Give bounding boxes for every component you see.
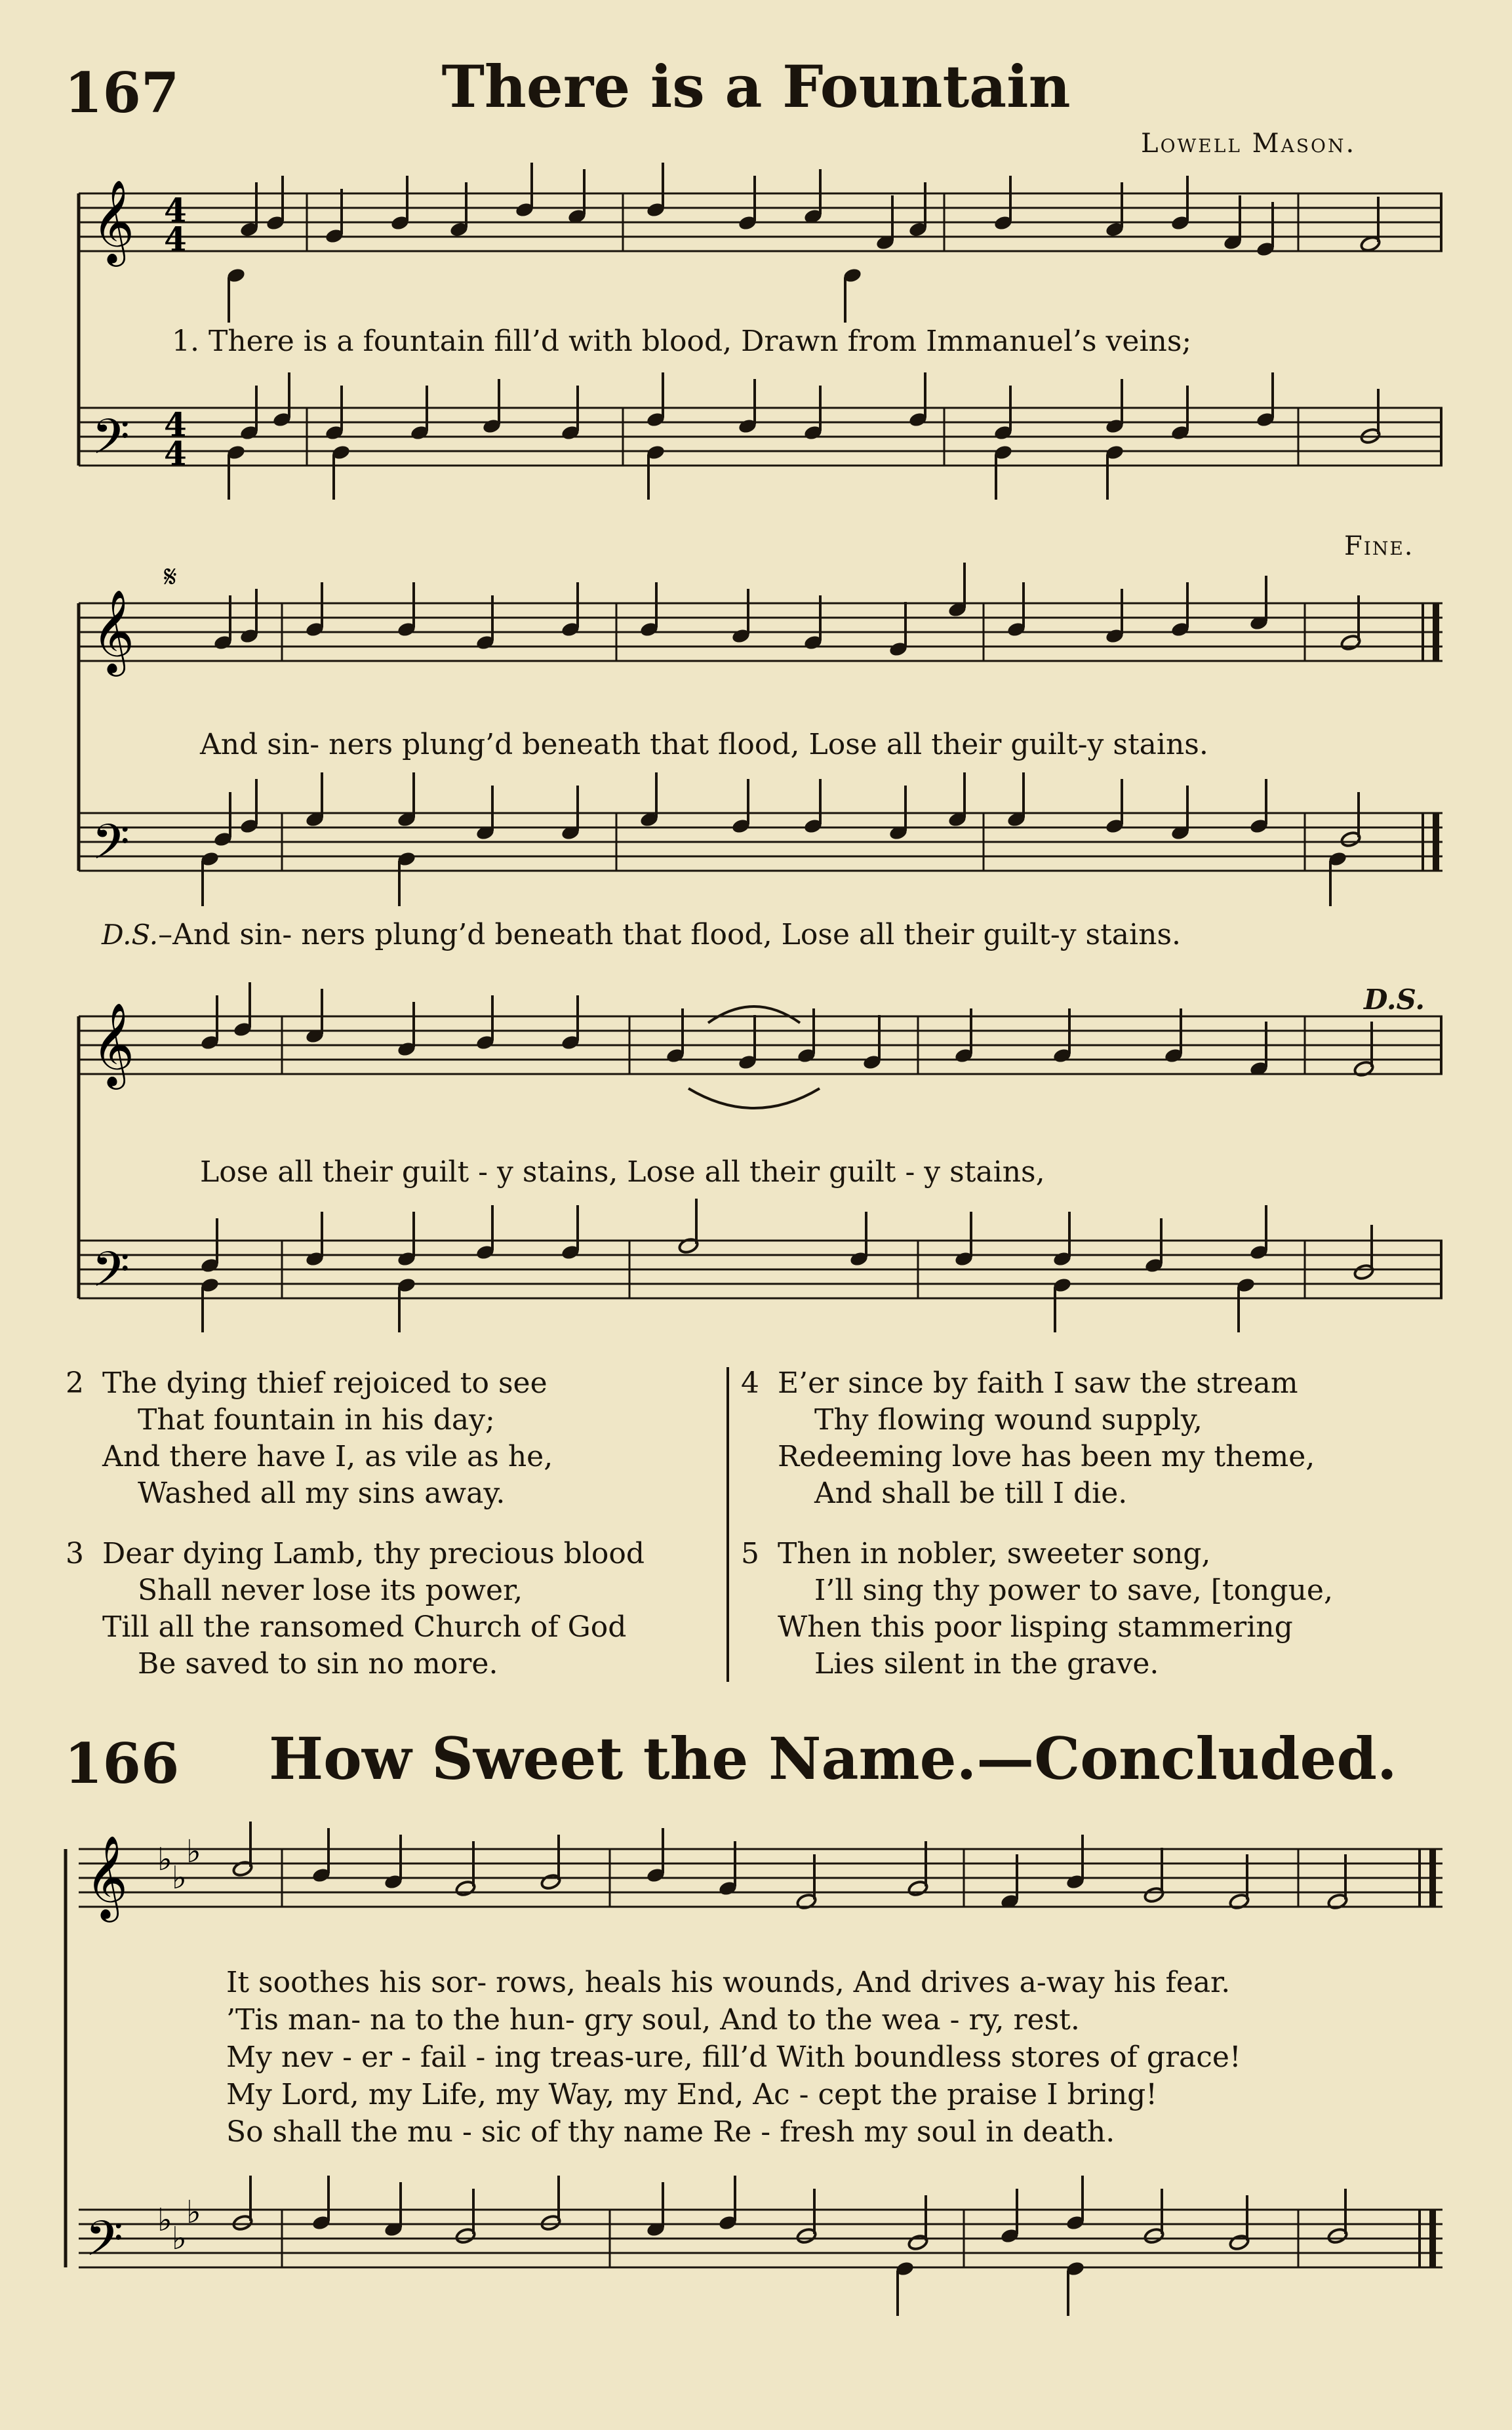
ds-lyric-line (102, 918, 1181, 951)
svg-text:𝄞: 𝄞 (85, 1835, 129, 1919)
svg-text:4: 4 (164, 220, 187, 258)
verse-line: When this poor lisping stammering (778, 1610, 1293, 1644)
svg-text:♭: ♭ (157, 1841, 172, 1878)
verse-4 (741, 1365, 1315, 1512)
verse-line: Till all the ransomed Church of God (102, 1610, 627, 1644)
svg-text:♭: ♭ (157, 2202, 172, 2239)
verse-line: I’ll sing thy power to save, [tongue, (814, 1574, 1333, 1607)
verse-line: Be saved to sin no more. (138, 1647, 498, 1681)
verse-line: Lies silent in the grave. (814, 1647, 1159, 1681)
verse-line: And there have I, as vile as he, (102, 1440, 553, 1473)
verse-number: 2 (66, 1366, 84, 1400)
svg-text:𝄞: 𝄞 (92, 589, 135, 673)
svg-text:𝄋: 𝄋 (164, 559, 177, 594)
svg-text:𝄢: 𝄢 (92, 1241, 130, 1310)
ds-lyric-label: D.S. (102, 919, 159, 951)
verse-line: Dear dying Lamb, thy precious blood (102, 1537, 645, 1570)
svg-text:𝄞: 𝄞 (92, 179, 135, 263)
lyric-line: ’Tis man- na to the hun- gry soul, And to the wea - ry, rest. (226, 2003, 1080, 2037)
svg-text:𝄞: 𝄞 (92, 1002, 135, 1086)
verse-line: The dying thief rejoiced to see (102, 1366, 547, 1400)
verse-5 (741, 1536, 1333, 1683)
hymn-title: How Sweet the Name.—Concluded. (269, 1724, 1397, 1793)
ds-lyric-text: –And sin- ners plung’d beneath that flood, Lose all their guilt-y stains. (158, 918, 1182, 951)
verse-line: And shall be till I die. (814, 1477, 1128, 1510)
lyric-line: So shall the mu - sic of thy name Re - fresh my soul in death. (226, 2115, 1115, 2149)
verse-line: Then in nobler, sweeter song, (778, 1537, 1211, 1570)
svg-text:𝄢: 𝄢 (92, 408, 130, 477)
lyric-line-2: And sin- ners plung’d beneath that flood, Lose all their guilt-y stains. (200, 728, 1208, 761)
verse-number: 4 (741, 1366, 759, 1400)
verse-3 (66, 1536, 645, 1683)
verse-number: 3 (66, 1537, 84, 1570)
fine-marking: Fine. (1344, 531, 1414, 561)
verse-line: That fountain in his day; (138, 1403, 495, 1437)
hymn-number: 166 (64, 1731, 180, 1796)
composer-credit: Lowell Mason. (1141, 129, 1357, 159)
svg-text:♭: ♭ (172, 1860, 187, 1896)
svg-text:4: 4 (164, 191, 187, 229)
stanza-lyrics (226, 1964, 1241, 2151)
lyric-line: My Lord, my Life, my Way, my End, Ac - cept the praise I bring! (226, 2078, 1158, 2111)
verse-line: Redeeming love has been my theme, (778, 1440, 1315, 1473)
lyric-line-1: 1. There is a fountain fill’d with blood, Drawn from Immanuel’s veins; (172, 325, 1192, 358)
svg-text:4: 4 (164, 434, 187, 473)
verse-2 (66, 1365, 553, 1512)
verse-line: Thy flowing wound supply, (814, 1403, 1203, 1437)
verse-number: 5 (741, 1537, 759, 1570)
lyric-line-3: Lose all their guilt - y stains, Lose all their guilt - y stains, (200, 1155, 1045, 1189)
verse-line: Shall never lose its power, (138, 1574, 523, 1607)
hymn-title: There is a Fountain (441, 52, 1071, 121)
verse-line: E’er since by faith I saw the stream (778, 1366, 1298, 1400)
svg-text:4: 4 (164, 405, 187, 444)
svg-text:𝄢: 𝄢 (85, 2210, 123, 2279)
hymn-number: 167 (64, 60, 180, 125)
svg-text:♭: ♭ (172, 2220, 187, 2257)
lyric-line: My nev - er - fail - ing treas-ure, fill’d With boundless stores of grace! (226, 2041, 1241, 2074)
verse-line: Washed all my sins away. (138, 1477, 506, 1510)
svg-text:♭: ♭ (186, 1833, 201, 1870)
svg-text:♭: ♭ (186, 2194, 201, 2231)
lyric-line: It soothes his sor- rows, heals his wounds, And drives a-way his fear. (226, 1966, 1231, 1999)
svg-text:𝄢: 𝄢 (92, 814, 130, 883)
ds-marking: D.S. (1364, 984, 1425, 1016)
